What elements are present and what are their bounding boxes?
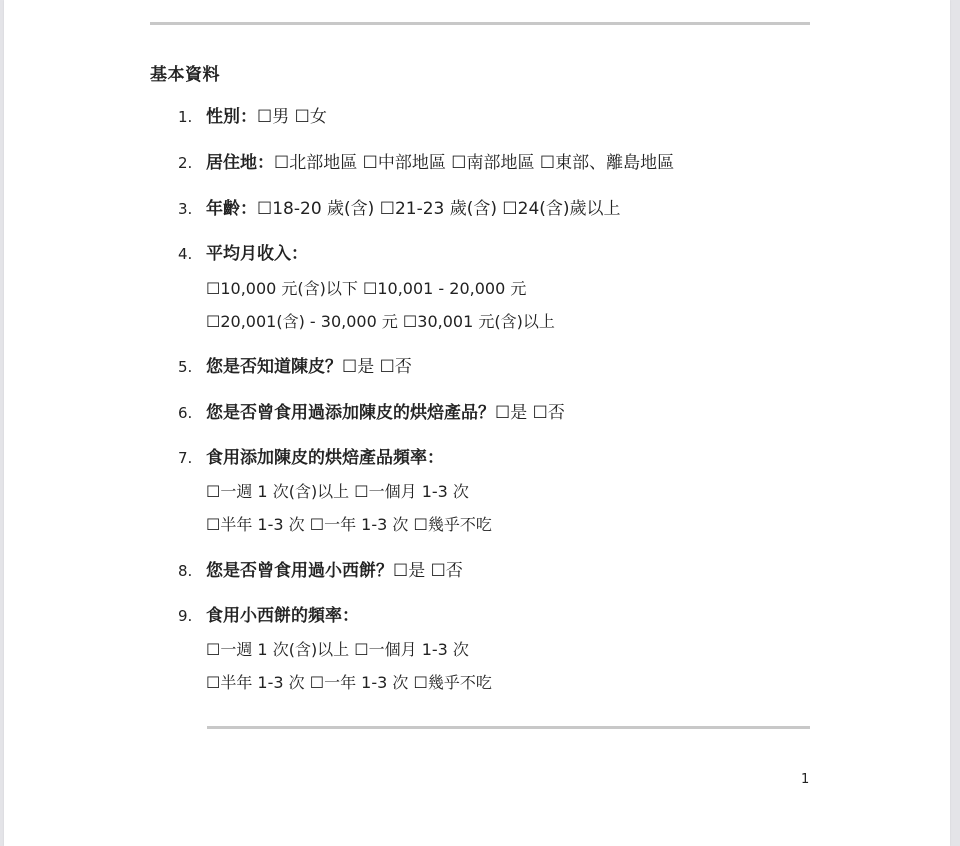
question-number: 5.	[178, 358, 193, 376]
question-3	[178, 198, 621, 220]
section-title: 基本資料	[150, 65, 220, 85]
question-number: 3.	[178, 200, 193, 218]
question-label: 年齡：	[206, 199, 257, 219]
page-number: 1	[801, 772, 810, 787]
frequency-options-line-2[interactable]: ☐半年 1-3 次 ☐一年 1-3 次 ☐幾乎不吃	[206, 515, 492, 534]
frequency-options-line-1[interactable]: ☐一週 1 次(含)以上 ☐一個月 1-3 次	[206, 482, 469, 501]
document-page	[4, 0, 950, 846]
top-divider	[150, 22, 810, 25]
yes-no-options[interactable]: ☐是 ☐否	[342, 357, 412, 377]
question-number: 7.	[178, 449, 193, 467]
income-options-line-1[interactable]: ☐10,000 元(含)以下 ☐10,001 - 20,000 元	[206, 279, 527, 298]
cookie-frequency-options-line-1[interactable]: ☐一週 1 次(含)以上 ☐一個月 1-3 次	[206, 640, 469, 659]
cookie-frequency-options-line-2[interactable]: ☐半年 1-3 次 ☐一年 1-3 次 ☐幾乎不吃	[206, 673, 492, 692]
question-label: 居住地：	[206, 153, 274, 173]
yes-no-options[interactable]: ☐是 ☐否	[393, 561, 463, 581]
question-8	[178, 560, 463, 582]
question-label: 您是否曾食用過小西餅？	[206, 561, 393, 581]
question-number: 9.	[178, 607, 193, 625]
question-number: 1.	[178, 108, 193, 126]
yes-no-options[interactable]: ☐是 ☐否	[495, 403, 565, 423]
question-number: 6.	[178, 404, 193, 422]
question-4	[178, 243, 308, 265]
question-label: 食用添加陳皮的烘焙產品頻率：	[206, 448, 444, 468]
bottom-divider	[207, 726, 810, 729]
question-5	[178, 356, 412, 378]
question-2	[178, 152, 674, 174]
question-7	[178, 447, 444, 469]
question-number: 2.	[178, 154, 193, 172]
residence-options[interactable]: ☐北部地區 ☐中部地區 ☐南部地區 ☐東部、離島地區	[274, 153, 675, 173]
age-options[interactable]: ☐18-20 歲(含) ☐21-23 歲(含) ☐24(含)歲以上	[257, 199, 621, 219]
question-1	[178, 106, 327, 128]
question-9	[178, 605, 359, 627]
question-label: 食用小西餅的頻率：	[206, 606, 359, 626]
question-6	[178, 402, 565, 424]
income-options-line-2[interactable]: ☐20,001(含) - 30,000 元 ☐30,001 元(含)以上	[206, 312, 555, 331]
question-label: 您是否曾食用過添加陳皮的烘焙產品？	[206, 403, 495, 423]
question-number: 4.	[178, 245, 193, 263]
question-label: 您是否知道陳皮？	[206, 357, 342, 377]
question-label: 性別：	[206, 107, 257, 127]
gender-options[interactable]: ☐男 ☐女	[257, 107, 327, 127]
question-number: 8.	[178, 562, 193, 580]
question-label: 平均月收入：	[206, 244, 308, 264]
